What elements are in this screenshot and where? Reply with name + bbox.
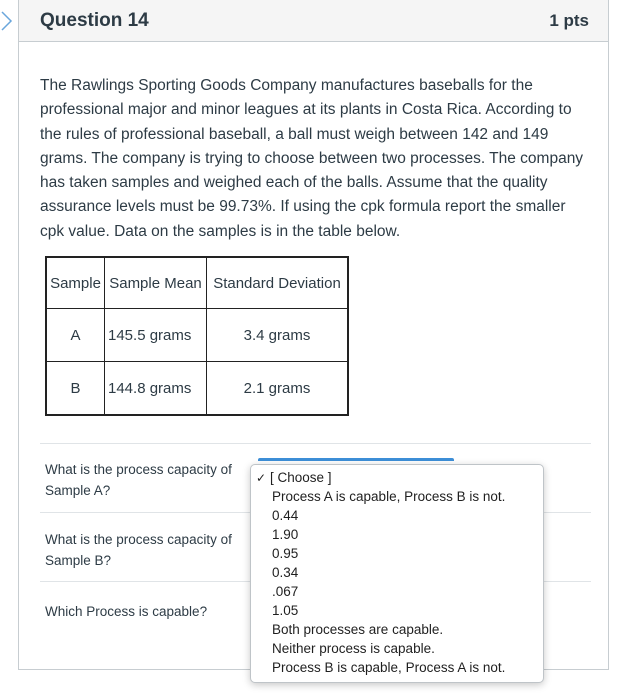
table-row <box>46 309 348 362</box>
prompt-sample-b: What is the process capacity of Sample B? <box>45 532 232 568</box>
table-cell: 145.5 grams <box>105 309 207 362</box>
table-cell: 3.4 grams <box>207 309 349 362</box>
table-cell: 144.8 grams <box>105 362 207 416</box>
answer-select-a[interactable] <box>258 458 454 461</box>
table-header-cell: Sample Mean <box>105 257 207 309</box>
dropdown-option[interactable]: 1.05 <box>272 603 299 618</box>
question-points: 1 pts <box>549 11 589 30</box>
dropdown-option-label: [ Choose ] <box>270 470 332 485</box>
divider <box>40 443 591 444</box>
dropdown-option[interactable]: 0.44 <box>272 508 299 523</box>
question-title: Question 14 <box>40 10 149 31</box>
question-header <box>19 0 608 42</box>
answer-dropdown-menu[interactable] <box>250 464 544 683</box>
dropdown-option[interactable]: Process A is capable, Process B is not. <box>272 489 506 504</box>
prompt-which-capable: Which Process is capable? <box>45 604 208 619</box>
previous-arrow-icon[interactable] <box>0 10 14 32</box>
prompt-sample-a: What is the process capacity of Sample A? <box>45 462 232 498</box>
dropdown-option[interactable]: Process B is capable, Process A is not. <box>272 660 506 675</box>
dropdown-option[interactable]: 1.90 <box>272 527 299 542</box>
table-cell: A <box>46 309 105 362</box>
sample-table <box>45 256 349 416</box>
table-cell: B <box>46 362 105 416</box>
table-header-cell: Standard Deviation <box>207 257 349 309</box>
question-text: The Rawlings Sporting Goods Company manufactures baseballs for the professional major and minor leagues at its plants in Costa Rica. According to the rules of professional baseball, a ball must weigh between 142 and 149 grams. The company is trying to choose between two processes. The company has taken samples and weighed each of the balls. Assume that the quality assurance levels must be 99.73%. If using the cpk formula report the smaller cpk value. Data on the samples is in the table below. <box>40 77 584 240</box>
dropdown-option[interactable]: .067 <box>272 584 299 599</box>
dropdown-option[interactable]: 0.34 <box>272 565 299 580</box>
dropdown-option[interactable]: Neither process is capable. <box>272 641 435 656</box>
dropdown-option[interactable]: 0.95 <box>272 546 299 561</box>
table-cell: 2.1 grams <box>207 362 349 416</box>
dropdown-option[interactable]: Both processes are capable. <box>272 622 444 637</box>
table-row <box>46 362 348 416</box>
table-header-row <box>46 257 348 309</box>
checkmark-icon: ✓ <box>256 471 267 485</box>
dropdown-option-choose[interactable] <box>256 470 332 485</box>
table-header-cell: Sample <box>46 257 105 309</box>
